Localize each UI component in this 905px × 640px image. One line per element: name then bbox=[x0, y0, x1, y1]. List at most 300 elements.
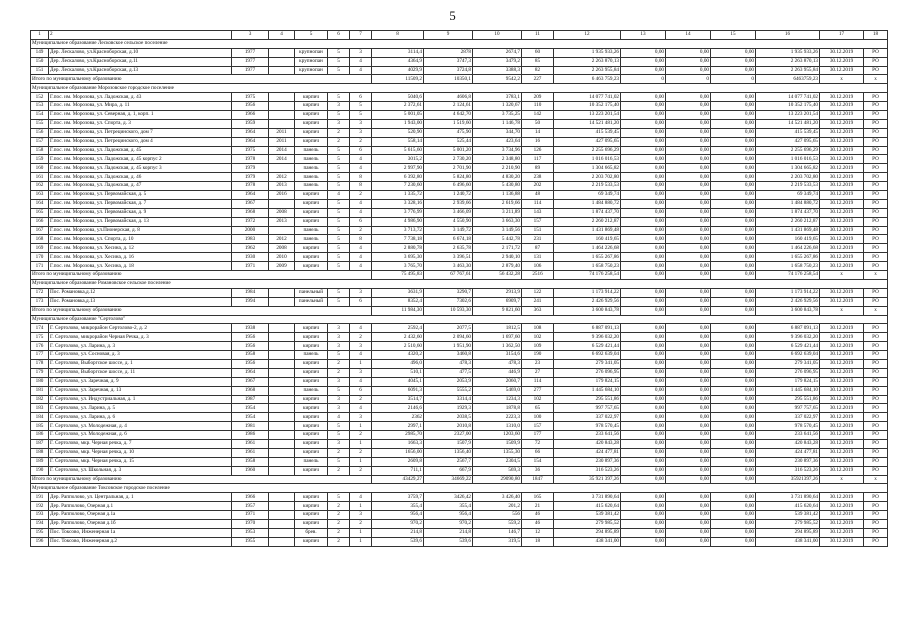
table-cell: 3 bbox=[328, 333, 350, 342]
table-cell: 3 695,30 bbox=[372, 253, 424, 262]
table-cell: 3 bbox=[328, 324, 350, 333]
table-cell: 0,00 bbox=[666, 342, 711, 351]
table-body bbox=[31, 31, 888, 547]
table-cell: 1 304 665,82 bbox=[554, 164, 621, 173]
table-cell: 5 bbox=[328, 244, 350, 253]
table-cell: 171 bbox=[31, 262, 49, 271]
table-cell: 3 149,72 bbox=[424, 226, 473, 235]
header-cell: 2 bbox=[49, 31, 232, 40]
table-cell: 0,00 bbox=[666, 48, 711, 57]
table-cell: 2 619,66 bbox=[473, 199, 522, 208]
table-cell: 1975 bbox=[232, 146, 269, 155]
header-cell: 12 bbox=[554, 31, 621, 40]
table-cell: 970,2 bbox=[424, 519, 473, 528]
table-cell: 0,00 bbox=[666, 448, 711, 457]
table-cell: 0,00 bbox=[666, 502, 711, 511]
table-cell: 0,00 bbox=[711, 182, 756, 191]
page-number: 5 bbox=[449, 8, 456, 23]
table-cell: 182 bbox=[31, 395, 49, 404]
table-cell: кирпич bbox=[295, 93, 328, 102]
total-row bbox=[31, 306, 888, 315]
table-cell: 0,00 bbox=[666, 182, 711, 191]
table-cell: 294 895,89 bbox=[756, 528, 820, 537]
table-cell: 2 203 702,80 bbox=[756, 173, 820, 182]
table-cell: 173 bbox=[31, 297, 49, 306]
table-cell: РО bbox=[864, 502, 888, 511]
table-cell: 0,00 bbox=[621, 333, 666, 342]
table-cell: РО bbox=[864, 235, 888, 244]
table-cell: 1956 bbox=[232, 333, 269, 342]
total-cell: 2516 bbox=[522, 271, 554, 280]
table-cell: 3 bbox=[328, 404, 350, 413]
table-cell: 65 bbox=[522, 404, 554, 413]
table-cell: 8 bbox=[350, 182, 372, 191]
table-cell: 2014 bbox=[269, 155, 295, 164]
table-cell: 5 bbox=[328, 57, 350, 66]
table-cell: 277 bbox=[522, 386, 554, 395]
table-cell bbox=[269, 368, 295, 377]
table-cell: 69 349,74 bbox=[756, 191, 820, 200]
table-cell: 165 bbox=[31, 208, 49, 217]
table-cell: РО bbox=[864, 297, 888, 306]
table-cell: 711,1 bbox=[372, 466, 424, 475]
table-cell: панель bbox=[295, 164, 328, 173]
total-cell: 34669,22 bbox=[424, 475, 473, 484]
table-cell: 0,00 bbox=[621, 493, 666, 502]
table-cell: 30.12.2019 bbox=[820, 519, 864, 528]
table-cell: 30.12.2019 bbox=[820, 324, 864, 333]
table-cell: панель bbox=[295, 173, 328, 182]
table-cell: 163 bbox=[31, 191, 49, 200]
table-cell: 154 bbox=[522, 457, 554, 466]
table-cell: 415 539,45 bbox=[756, 128, 820, 137]
table-cell: 1987 bbox=[232, 395, 269, 404]
table-cell: 1966 bbox=[232, 493, 269, 502]
table-cell: 5 bbox=[328, 253, 350, 262]
table-cell: 0,00 bbox=[711, 466, 756, 475]
table-cell: 6 692 639,04 bbox=[554, 351, 621, 360]
table-cell: 150 bbox=[31, 57, 49, 66]
table-cell: 295 551,86 bbox=[756, 395, 820, 404]
table-cell: 0,00 bbox=[621, 235, 666, 244]
total-cell: 56 432,28 bbox=[473, 271, 522, 280]
table-cell: 87 bbox=[522, 244, 554, 253]
total-cell: 0,00 bbox=[621, 475, 666, 484]
table-cell bbox=[269, 359, 295, 368]
table-cell: 14 521 481,20 bbox=[756, 119, 820, 128]
table-cell: Г. Сертолово, ул. Ларина, д. 6 bbox=[49, 413, 232, 422]
table-cell: 0,00 bbox=[666, 457, 711, 466]
table-cell: кирпич bbox=[295, 404, 328, 413]
table-cell: РО bbox=[864, 119, 888, 128]
table-cell: 5 bbox=[328, 173, 350, 182]
table-cell: 30.12.2019 bbox=[820, 342, 864, 351]
header-cell: 7 bbox=[350, 31, 372, 40]
table-cell: 66 bbox=[522, 448, 554, 457]
table-cell: Г.пос. им. Морозова, ул. Ладожская, д. 45 корпус 2 bbox=[49, 155, 232, 164]
table-cell: 5 bbox=[328, 199, 350, 208]
table-cell: Г.пос. им. Морозова, ул. Петрецинского, дом 7 bbox=[49, 128, 232, 137]
table-cell: РО bbox=[864, 324, 888, 333]
total-label: Итого по муниципальному образованию bbox=[31, 306, 372, 315]
table-cell bbox=[269, 439, 295, 448]
table-cell: 0,00 bbox=[711, 119, 756, 128]
table-cell: 30.12.2019 bbox=[820, 395, 864, 404]
table-cell: Г. Сертолово, ул. Молодежная, д. 4 bbox=[49, 422, 232, 431]
total-cell: 0,00 bbox=[711, 271, 756, 280]
section-row bbox=[31, 484, 888, 493]
table-cell: 0,00 bbox=[621, 57, 666, 66]
table-cell: 0,00 bbox=[621, 288, 666, 297]
table-cell: 0,00 bbox=[666, 262, 711, 271]
table-cell: 174 bbox=[31, 324, 49, 333]
table-cell bbox=[269, 377, 295, 386]
table-cell: 233 641,56 bbox=[756, 431, 820, 440]
total-cell: 75 495,83 bbox=[372, 271, 424, 280]
table-cell: 0,00 bbox=[621, 173, 666, 182]
table-cell: 2985,70 bbox=[372, 431, 424, 440]
table-cell: 1 658 750,23 bbox=[756, 262, 820, 271]
table-cell: Дер. Лескалово, ул.Красноборская, д.13 bbox=[49, 66, 232, 75]
table-cell: 3314,4 bbox=[424, 395, 473, 404]
table-cell: Г.пос. им. Морозова, ул. Ладожская, д. 45 bbox=[49, 146, 232, 155]
table-cell: кирпич bbox=[295, 244, 328, 253]
table-cell: РО bbox=[864, 377, 888, 386]
table-cell: 0,00 bbox=[666, 519, 711, 528]
table-cell: панель bbox=[295, 146, 328, 155]
table-cell: 3426,42 bbox=[424, 493, 473, 502]
table-cell: 2 940,10 bbox=[473, 253, 522, 262]
table-cell: 3514,7 bbox=[372, 395, 424, 404]
table-cell: 1 464 226,68 bbox=[554, 244, 621, 253]
table-cell: РО bbox=[864, 528, 888, 537]
table-cell: кирпич bbox=[295, 324, 328, 333]
total-cell: 10350,1 bbox=[424, 75, 473, 84]
table-cell: 0,00 bbox=[711, 253, 756, 262]
table-cell: 0,00 bbox=[666, 66, 711, 75]
table-cell: 1954 bbox=[232, 404, 269, 413]
table-row bbox=[31, 297, 888, 306]
table-cell: 4 bbox=[350, 493, 372, 502]
table-cell: РО bbox=[864, 359, 888, 368]
table-cell: 1355,30 bbox=[473, 448, 522, 457]
table-cell: 156 bbox=[31, 128, 49, 137]
table-cell bbox=[269, 502, 295, 511]
table-cell: 201,2 bbox=[473, 502, 522, 511]
table-cell: 0,00 bbox=[621, 422, 666, 431]
table-cell: 6 bbox=[350, 146, 372, 155]
table-cell: Дер. Рапполово, ул. Центральная, д. 1 bbox=[49, 493, 232, 502]
table-cell: кирпич bbox=[295, 493, 328, 502]
table-cell: 2008 bbox=[269, 244, 295, 253]
table-cell: 8352,4 bbox=[372, 297, 424, 306]
table-cell: РО bbox=[864, 537, 888, 546]
table-cell: 0,00 bbox=[621, 137, 666, 146]
table-cell: 525,44 bbox=[424, 137, 473, 146]
table-cell: 30.12.2019 bbox=[820, 137, 864, 146]
table-cell: кирпич bbox=[295, 342, 328, 351]
table-cell: 0,00 bbox=[666, 155, 711, 164]
table-cell: 0,00 bbox=[621, 368, 666, 377]
table-cell bbox=[269, 537, 295, 546]
table-cell: 5 824,80 bbox=[424, 173, 473, 182]
table-cell: 30.12.2019 bbox=[820, 528, 864, 537]
table-cell: 2 880,78 bbox=[372, 244, 424, 253]
table-row bbox=[31, 333, 888, 342]
table-cell: 337 022,97 bbox=[554, 413, 621, 422]
table-cell: 0,00 bbox=[711, 502, 756, 511]
table-cell: 231 bbox=[522, 235, 554, 244]
table-cell: 4 bbox=[350, 324, 372, 333]
table-cell: 192 bbox=[31, 502, 49, 511]
table-cell: 0,00 bbox=[711, 351, 756, 360]
table-cell: 415 620,64 bbox=[554, 502, 621, 511]
table-cell: РО bbox=[864, 511, 888, 520]
table-cell: 1981 bbox=[232, 422, 269, 431]
table-cell: 6 887 091,13 bbox=[756, 324, 820, 333]
total-cell: х bbox=[864, 475, 888, 484]
table-cell: Г.пос. им. Морозова, ул. Мира, д. 11 bbox=[49, 102, 232, 111]
total-label: Итого по муниципальному образованию bbox=[31, 271, 372, 280]
table-cell: 1 362,50 bbox=[473, 342, 522, 351]
table-row bbox=[31, 48, 888, 57]
table-row bbox=[31, 146, 888, 155]
table-cell: 3 bbox=[350, 128, 372, 137]
total-cell: 9 821,60 bbox=[473, 306, 522, 315]
table-row bbox=[31, 226, 888, 235]
table-cell: 0,00 bbox=[711, 537, 756, 546]
table-cell: Дер. Рапполово, Озерная д.1а bbox=[49, 511, 232, 520]
table-cell: 1967 bbox=[232, 377, 269, 386]
table-cell: РО bbox=[864, 146, 888, 155]
table-cell: 2 219 533,53 bbox=[756, 182, 820, 191]
table-cell: 8 bbox=[350, 173, 372, 182]
table-cell: 2 260 212,87 bbox=[756, 217, 820, 226]
table-row bbox=[31, 359, 888, 368]
table-cell: 155 bbox=[31, 119, 49, 128]
table-cell: 114 bbox=[522, 377, 554, 386]
table-cell: 30.12.2019 bbox=[820, 288, 864, 297]
table-cell: 164 bbox=[31, 199, 49, 208]
table-cell: 2 263 870,13 bbox=[554, 57, 621, 66]
table-cell: 142 bbox=[522, 111, 554, 120]
table-cell: 178 bbox=[31, 359, 49, 368]
table-cell: РО bbox=[864, 519, 888, 528]
table-cell: 5 bbox=[328, 351, 350, 360]
table-cell: 539 381,42 bbox=[554, 511, 621, 520]
table-row bbox=[31, 191, 888, 200]
table-cell: 1 bbox=[350, 457, 372, 466]
table-cell: 30.12.2019 bbox=[820, 493, 864, 502]
table-cell: Дер. Рапполово, Озерная д.1 bbox=[49, 502, 232, 511]
table-cell: 0,00 bbox=[711, 102, 756, 111]
table-cell: 4045,1 bbox=[372, 377, 424, 386]
table-row bbox=[31, 519, 888, 528]
table-cell: 151 bbox=[31, 66, 49, 75]
table-cell: 1 240,72 bbox=[424, 191, 473, 200]
table-cell: 4 550,90 bbox=[424, 217, 473, 226]
table-cell: 30.12.2019 bbox=[820, 164, 864, 173]
table-cell: кирпич bbox=[295, 466, 328, 475]
table-cell: 233 641,56 bbox=[554, 431, 621, 440]
table-cell: 160 419,65 bbox=[554, 235, 621, 244]
table-cell: 4 830,20 bbox=[473, 173, 522, 182]
table-cell bbox=[269, 511, 295, 520]
table-cell: 0,00 bbox=[711, 528, 756, 537]
table-cell: 4 bbox=[350, 164, 372, 173]
table-cell: кирпич bbox=[295, 128, 328, 137]
table-cell: 2997,1 bbox=[372, 422, 424, 431]
table-cell: 475,90 bbox=[424, 128, 473, 137]
table-cell: 1986 bbox=[232, 431, 269, 440]
table-cell: РО bbox=[864, 333, 888, 342]
table-cell: 337 022,97 bbox=[756, 413, 820, 422]
total-cell: 0,00 bbox=[621, 306, 666, 315]
table-cell: кирпич bbox=[295, 119, 328, 128]
table-cell: 13 223 201,54 bbox=[756, 111, 820, 120]
table-cell: 3 396,51 bbox=[424, 253, 473, 262]
table-cell: 1968 bbox=[232, 208, 269, 217]
table-cell: 30.12.2019 bbox=[820, 333, 864, 342]
table-cell: 2012 bbox=[269, 235, 295, 244]
table-cell: РО bbox=[864, 288, 888, 297]
table-cell: 18 bbox=[522, 537, 554, 546]
table-cell: 0,00 bbox=[621, 351, 666, 360]
table-row bbox=[31, 182, 888, 191]
table-cell: 186 bbox=[31, 431, 49, 440]
table-cell: 0,00 bbox=[711, 413, 756, 422]
table-cell: 0,00 bbox=[666, 413, 711, 422]
table-cell: кирпич bbox=[295, 217, 328, 226]
table-cell: 420 843,28 bbox=[756, 439, 820, 448]
table-cell bbox=[269, 288, 295, 297]
table-cell: 23 bbox=[522, 359, 554, 368]
table-cell: РО bbox=[864, 457, 888, 466]
table-cell: 1955 bbox=[232, 537, 269, 546]
table-cell bbox=[269, 395, 295, 404]
table-cell: 230 897,36 bbox=[756, 457, 820, 466]
table-cell: 415 620,64 bbox=[756, 502, 820, 511]
header-cell: 10 bbox=[473, 31, 522, 40]
table-cell: кирпич bbox=[295, 333, 328, 342]
table-cell: РО bbox=[864, 351, 888, 360]
table-cell: Пос. Токсово, Инженерная д.2 bbox=[49, 537, 232, 546]
table-cell: 1509,9 bbox=[473, 439, 522, 448]
table-cell: 4364,9 bbox=[372, 57, 424, 66]
table-cell: 0,00 bbox=[711, 164, 756, 173]
table-cell: 4 986,90 bbox=[372, 217, 424, 226]
table-cell: 3 bbox=[350, 413, 372, 422]
table-cell: 154 bbox=[31, 111, 49, 120]
table-cell: 6 bbox=[350, 297, 372, 306]
table-cell: 27 bbox=[522, 368, 554, 377]
table-cell: 0,00 bbox=[666, 226, 711, 235]
total-cell: 10 593,30 bbox=[424, 306, 473, 315]
table-cell: 6 bbox=[350, 217, 372, 226]
table-cell: 5 bbox=[350, 111, 372, 120]
table-row bbox=[31, 155, 888, 164]
table-cell: 4 bbox=[350, 57, 372, 66]
table-cell: 0,00 bbox=[621, 431, 666, 440]
table-cell: 50 bbox=[522, 119, 554, 128]
table-cell bbox=[269, 493, 295, 502]
table-cell: 1 304 665,82 bbox=[756, 164, 820, 173]
table-cell: 0,00 bbox=[666, 93, 711, 102]
table-cell: 3154,6 bbox=[473, 351, 522, 360]
table-cell: 5 bbox=[328, 431, 350, 440]
table-cell: 2 bbox=[328, 528, 350, 537]
table-cell: 4 bbox=[350, 404, 372, 413]
table-cell: 0,00 bbox=[711, 128, 756, 137]
total-row bbox=[31, 271, 888, 280]
table-cell: 1 655 267,86 bbox=[756, 253, 820, 262]
table-cell: 0,00 bbox=[711, 368, 756, 377]
table-cell: 3631,9 bbox=[372, 288, 424, 297]
header-cell: 13 bbox=[621, 31, 666, 40]
table-cell bbox=[269, 324, 295, 333]
table-cell: 4 bbox=[350, 155, 372, 164]
table-cell: 85 bbox=[522, 57, 554, 66]
table-cell: 3 466,09 bbox=[424, 208, 473, 217]
table-cell: 3759,7 bbox=[372, 493, 424, 502]
table-cell: 427 095,65 bbox=[756, 137, 820, 146]
header-cell: 3 bbox=[232, 31, 269, 40]
header-cell: 1 bbox=[31, 31, 49, 40]
table-cell: 238 bbox=[522, 173, 554, 182]
table-cell: 180 bbox=[31, 377, 49, 386]
table-cell: 230 897,36 bbox=[554, 457, 621, 466]
table-cell: Г.пос. им. Морозова, ул. Петрецинского, дом 4 bbox=[49, 137, 232, 146]
table-cell: 1 136,88 bbox=[473, 191, 522, 200]
table-cell: 1968 bbox=[232, 386, 269, 395]
table-cell: 997 757,65 bbox=[756, 404, 820, 413]
table-cell: 3114,4 bbox=[372, 48, 424, 57]
table-cell: 202 bbox=[522, 182, 554, 191]
table-cell: 415 539,45 bbox=[554, 128, 621, 137]
table-cell: 2 bbox=[350, 448, 372, 457]
table-cell: 3460,8 bbox=[424, 351, 473, 360]
table-cell: 14 077 741,02 bbox=[756, 93, 820, 102]
table-cell bbox=[269, 48, 295, 57]
table-cell: 2 372,61 bbox=[372, 102, 424, 111]
table-cell: кирпич bbox=[295, 368, 328, 377]
table-cell: 30.12.2019 bbox=[820, 351, 864, 360]
table-row bbox=[31, 208, 888, 217]
table-cell: 1964 bbox=[232, 368, 269, 377]
table-cell: 6 496,60 bbox=[424, 182, 473, 191]
table-cell: 4 bbox=[350, 262, 372, 271]
table-cell: 3 bbox=[328, 377, 350, 386]
total-cell: х bbox=[864, 306, 888, 315]
table-cell: кирпич bbox=[295, 137, 328, 146]
table-cell bbox=[269, 404, 295, 413]
section-row bbox=[31, 279, 888, 288]
table-cell: Г. Сертолово, мкр. Черная речка, д. 7 bbox=[49, 439, 232, 448]
table-cell: 0,00 bbox=[711, 226, 756, 235]
table-cell: 5 bbox=[328, 262, 350, 271]
table-cell: 1978 bbox=[232, 182, 269, 191]
table-cell: 2053,9 bbox=[424, 377, 473, 386]
total-cell: 0,00 bbox=[621, 271, 666, 280]
table-cell: 3 731 890,64 bbox=[756, 493, 820, 502]
table-cell: 30.12.2019 bbox=[820, 57, 864, 66]
table-cell: 1356,40 bbox=[424, 448, 473, 457]
table-cell: 168 bbox=[31, 235, 49, 244]
table-cell: 0,00 bbox=[621, 297, 666, 306]
table-cell: Г.пос. им. Морозова, ул. Ладожская, д. 43 bbox=[49, 93, 232, 102]
table-cell: 194 bbox=[31, 519, 49, 528]
table-cell: 0,00 bbox=[711, 137, 756, 146]
